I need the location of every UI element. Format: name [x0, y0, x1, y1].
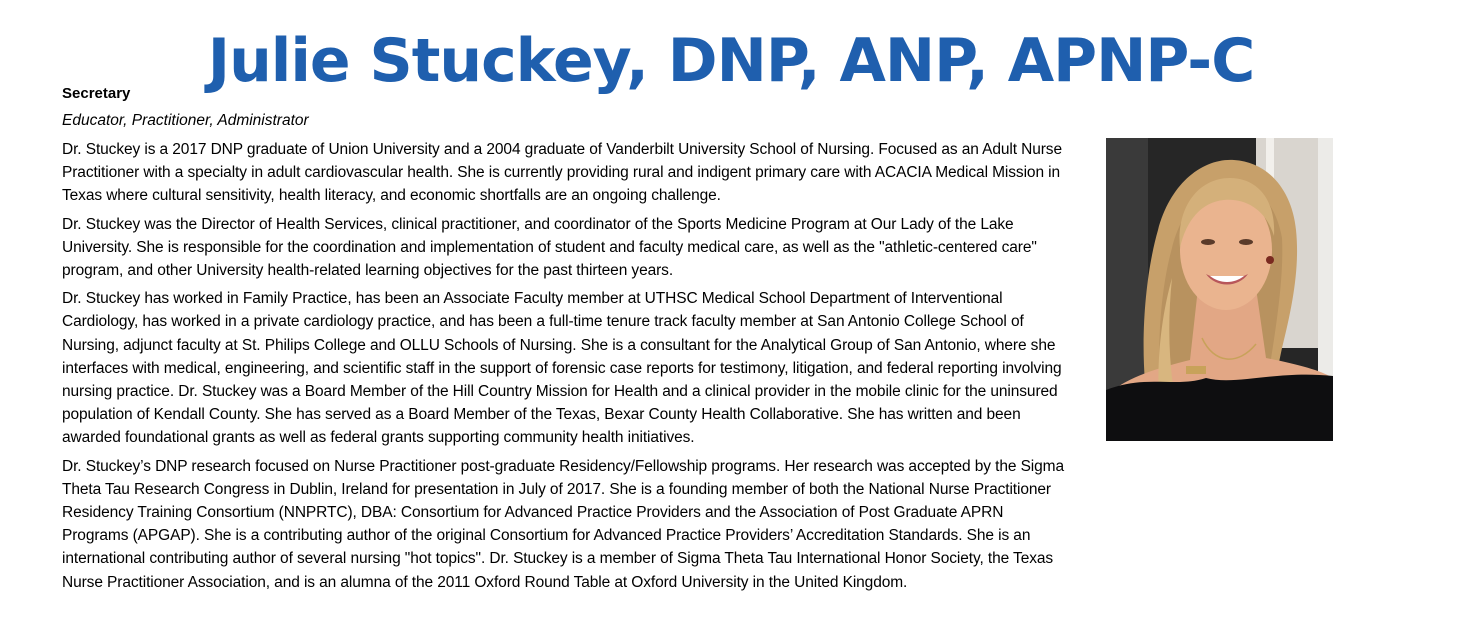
page-title: Julie Stuckey, DNP, ANP, APNP-C [207, 26, 1255, 96]
biography [62, 138, 1072, 599]
role-label: Secretary [62, 85, 131, 102]
bio-paragraph-experience: Dr. Stuckey has worked in Family Practice, has been an Associate Faculty member at UTHSC Medical School Department of Interventional Cardiology, has worked in a private cardiology practice, and has been a full-time tenure track faculty member at San Antonio College School of Nursing, adjunct faculty at St. Philips College and OLLU Schools of Nursing. She is a consultant for the Analytical Group of San Antonio, where she interfaces with medical, engineering, and scientific staff in the support of forensic case reports for testimony, litigation, and federal reporting involving nursing practice. Dr. Stuckey was a Board Member of the Hill Country Mission for Health and a clinical provider in the mobile clinic for the uninsured population of Kendall County. She has served as a Board Member of the Texas, Bexar County Health Collaborative. She has written and been awarded foundational grants as well as federal grants supporting community health initiatives. [62, 290, 1062, 447]
photo-top [1106, 375, 1333, 441]
bio-paragraph-education: Dr. Stuckey is a 2017 DNP graduate of Union University and a 2004 graduate of Vanderbilt University School of Nursing. Focused as an Adult Nurse Practitioner with a specialty in adult cardiovascular health. She is currently providing rural and indigent primary care with ACACIA Medical Mission in Texas where cultural sensitivity, health literacy, and economic shortfalls are an ongoing challenge. [62, 141, 1062, 205]
role-subtitle: Educator, Practitioner, Administrator [62, 112, 309, 129]
bio-paragraph-health-services: Dr. Stuckey was the Director of Health Services, clinical practitioner, and coordinator of the Sports Medicine Program at Our Lady of the Lake University. She is responsible for the coordination and implementation of student and faculty medical care, as well as the "athletic-centered care" program, and other University health-related learning objectives for the past thirteen years. [62, 215, 1037, 280]
portrait-photo [1106, 138, 1333, 441]
bio-paragraph-research: Dr. Stuckey’s DNP research focused on Nurse Practitioner post-graduate Residency/Fellowship programs. Her research was accepted by the Sigma Theta Tau Research Congress in Dublin, Ireland for presentation in July of 2017. She is a founding member of both the National Nurse Practitioner Residency Training Consortium (NNPRTC), DBA: Consortium for Advanced Practice Providers and the Association of Post Graduate APRN Programs (APGAP). She is a contributing author of the original Consortium for Advanced Practice Providers’ Accreditation Standards. She is an international contributing author of several nursing "hot topics". Dr. Stuckey is a member of Sigma Theta Tau International Honor Society, the Texas Nurse Practitioner Association, and is an alumna of the 2011 Oxford Round Table at Oxford University in the United Kingdom. [62, 457, 1065, 591]
